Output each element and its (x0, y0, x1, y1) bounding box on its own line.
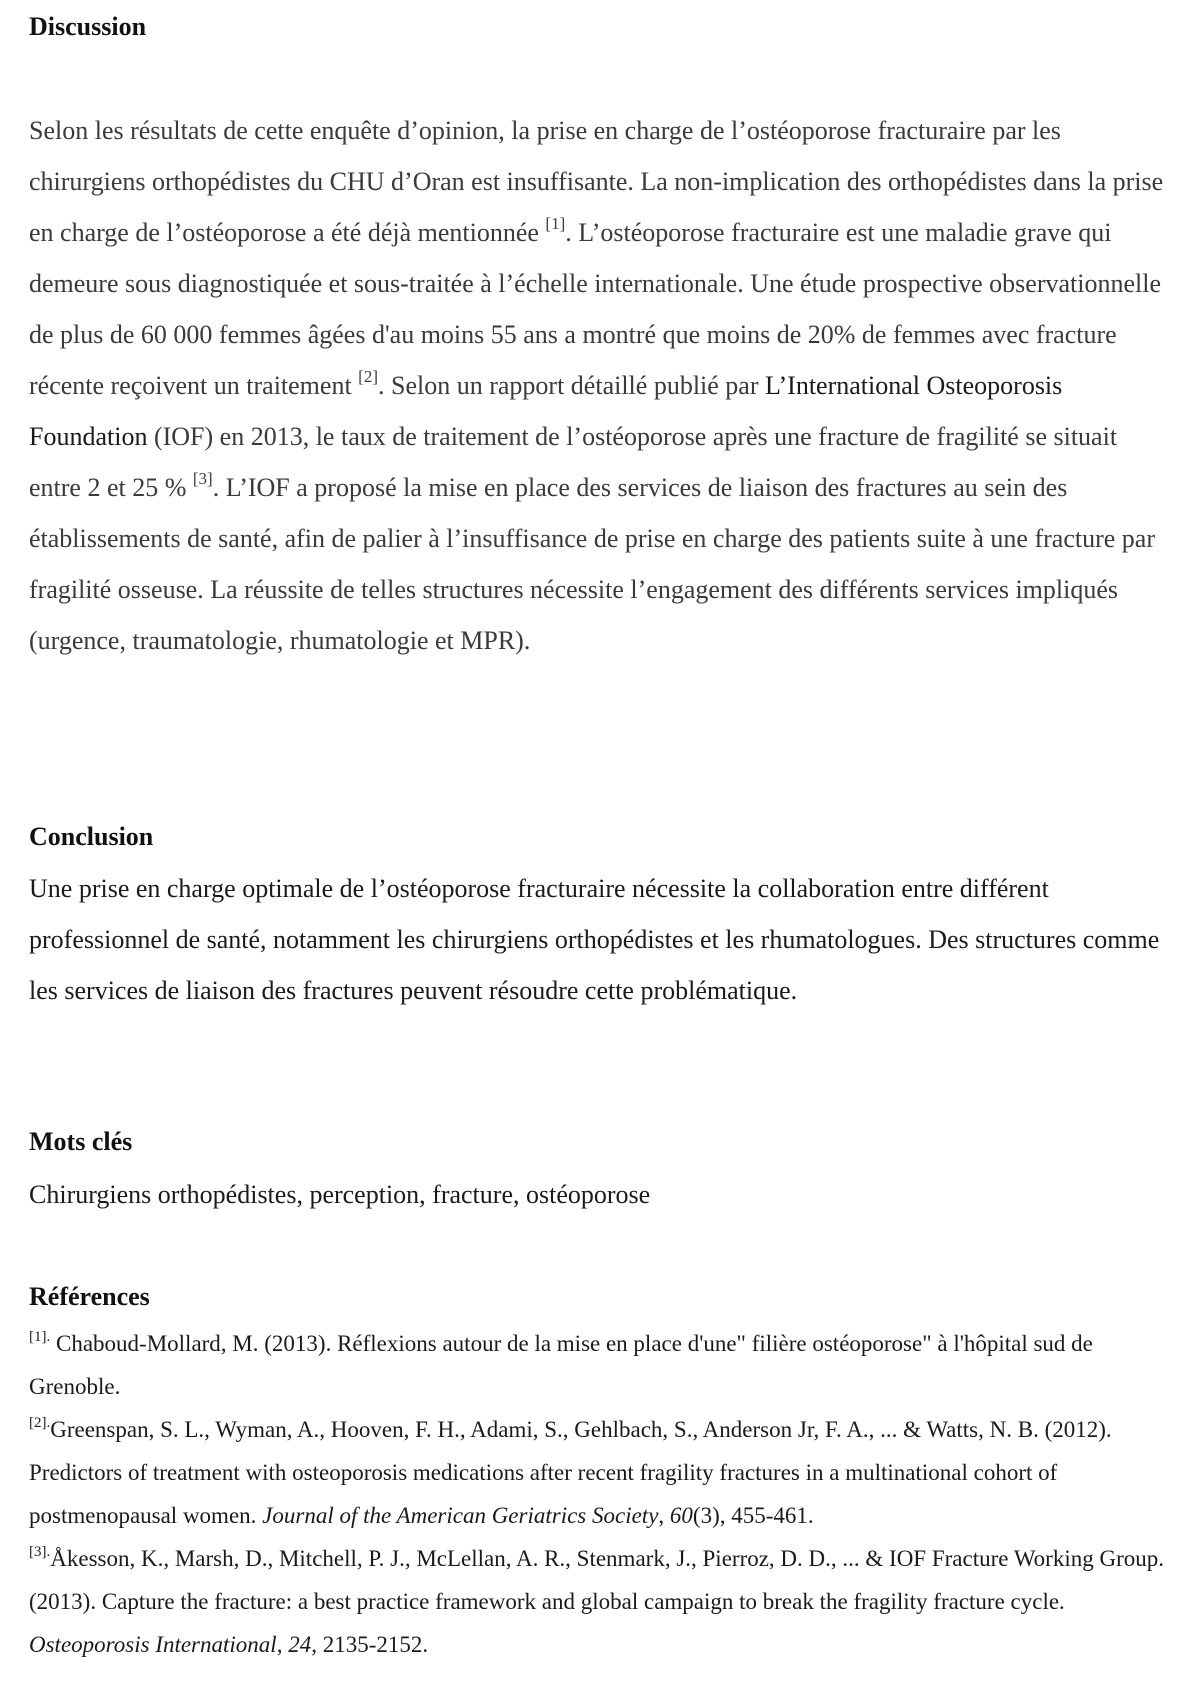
reference-item-3 (29, 1537, 1169, 1666)
citation-1: [1] (545, 214, 566, 234)
discussion-text-3: . Selon un rapport détaillé publié par (378, 371, 766, 400)
reference-text: Chaboud-Mollard, M. (2013). Réflexions autour de la mise en place d'une" filière ostéoporose" à l'hôpital sud de Grenoble. (29, 1331, 1093, 1399)
discussion-text-4: (IOF) en 2013, le taux de traitement de l’ostéoporose après une fracture de fragilité se situait entre 2 et 25 % (29, 422, 1118, 502)
reference-journal: Osteoporosis International (29, 1632, 277, 1657)
references-heading: Références (29, 1282, 150, 1311)
iof-organization-name: L’International Osteoporosis Foundation (29, 371, 1063, 451)
conclusion-paragraph: Une prise en charge optimale de l’ostéoporose fracturaire nécessite la collaboration entre différent professionnel de santé, notamment les chirurgiens orthopédistes et les rhumatologues. Des structures comme les services de liaison des fractures peuvent résoudre cette problématique. (29, 874, 1160, 1005)
reference-marker: [2]. (29, 1415, 51, 1432)
discussion-heading: Discussion (29, 12, 147, 41)
citation-2: [2] (358, 367, 378, 387)
reference-marker: [3]. (29, 1544, 51, 1561)
reference-volume: 24 (288, 1632, 312, 1657)
discussion-paragraph (29, 105, 1169, 666)
discussion-text-1: Selon les résultats de cette enquête d’opinion, la prise en charge de l’ostéoporose fracturaire par les chirurgiens orthopédistes du CHU d’Oran est insuffisante. La non-implication des orthopédistes dans la prise en charge de l’ostéoporose a été déjà mentionnée (29, 116, 1164, 247)
reference-separator: , (658, 1503, 670, 1528)
reference-text: Greenspan, S. L., Wyman, A., Hooven, F. H., Adami, S., Gehlbach, S., Anderson Jr, F. A., ... & Watts, N. B. (2012). Predictors of treatment with osteoporosis medications after recent fragility fractures in a multinational cohort of postmenopausal women. (29, 1417, 1112, 1528)
reference-item-2 (29, 1408, 1169, 1537)
reference-volume: 60 (669, 1503, 693, 1528)
reference-text: Åkesson, K., Marsh, D., Mitchell, P. J., McLellan, A. R., Stenmark, J., Pierroz, D. D., ... & IOF Fracture Working Group. (2013). Capture the fracture: a best practice framework and global campaign to break the fragility fracture cycle. (29, 1546, 1164, 1614)
references-list (29, 1322, 1169, 1666)
reference-separator: , (276, 1632, 289, 1657)
reference-journal: Journal of the American Geriatrics Society (262, 1503, 659, 1528)
conclusion-heading: Conclusion (29, 822, 154, 851)
citation-3: [3] (192, 469, 213, 489)
reference-marker: [1]. (29, 1329, 51, 1346)
discussion-text-5: . L’IOF a proposé la mise en place des services de liaison des fractures au sein des établissements de santé, afin de palier à l’insuffisance de prise en charge des patients suite à une fracture par fragilité osseuse. La réussite de telles structures nécessite l’engagement des différents services impliqués (urgence, traumatologie, rhumatologie et MPR). (29, 473, 1155, 655)
reference-item-1 (29, 1322, 1169, 1408)
keywords-text: Chirurgiens orthopédistes, perception, fracture, ostéoporose (29, 1180, 651, 1209)
discussion-text-2: . L’ostéoporose fracturaire est une maladie grave qui demeure sous diagnostiquée et sous-traitée à l’échelle internationale. Une étude prospective observationnelle de plus de 60 000 femmes âgées d'au moins 55 ans a montré que moins de 20% de femmes avec fracture récente reçoivent un traitement (29, 218, 1162, 400)
keywords-heading: Mots clés (29, 1127, 133, 1156)
reference-pages: , 2135-2152. (311, 1632, 429, 1657)
reference-pages: (3), 455-461. (692, 1503, 814, 1528)
